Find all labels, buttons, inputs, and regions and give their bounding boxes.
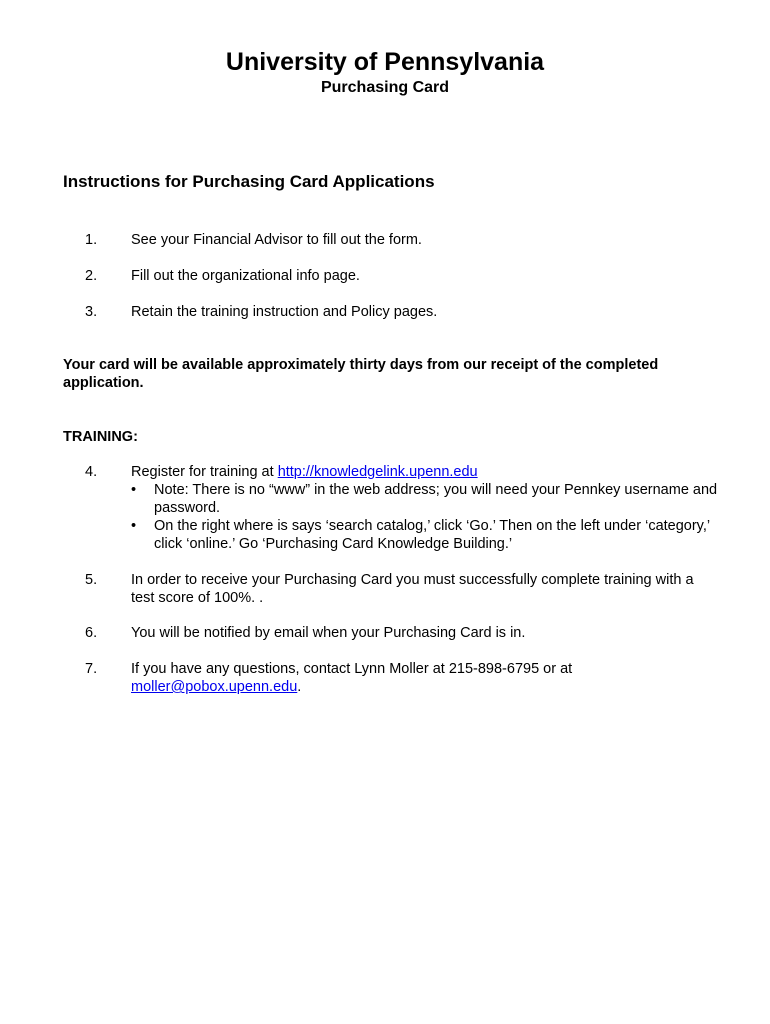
knowledgelink-link[interactable]: http://knowledgelink.upenn.edu	[277, 464, 478, 480]
bullet-icon: •	[131, 518, 137, 534]
instructions-heading: Instructions for Purchasing Card Applications	[63, 172, 435, 191]
document-title: University of Pennsylvania	[225, 48, 545, 76]
list-item-number: 2.	[85, 268, 98, 284]
list-item-text	[131, 463, 721, 553]
bullet-text: On the right where is says ‘search catalog,’ click ‘Go.’ Then on the left under ‘category,’ click ‘online.’ Go ‘Purchasing Card Knowledge Building.’	[154, 518, 710, 552]
list-item-text: Fill out the organizational info page.	[131, 268, 360, 284]
availability-notice: Your card will be available approximately thirty days from our receipt of the completed application.	[63, 357, 659, 391]
list-item-number: 3.	[85, 304, 98, 320]
training-register-text: Register for training at	[131, 464, 278, 480]
contact-text: If you have any questions, contact Lynn Moller at 215-898-6795 or at	[131, 661, 573, 677]
list-item-number: 6.	[85, 625, 98, 641]
bullet-icon: •	[131, 482, 137, 498]
list-item-number: 7.	[85, 661, 98, 677]
list-item-number: 5.	[85, 572, 98, 588]
bullet-text: Note: There is no “www” in the web address; you will need your Pennkey username and password.	[154, 482, 718, 516]
list-item-text	[131, 660, 611, 696]
list-item-text: See your Financial Advisor to fill out the form.	[131, 232, 422, 248]
training-notes	[131, 481, 721, 553]
list-item-number: 4.	[85, 464, 98, 480]
list-item-number: 1.	[85, 232, 98, 248]
list-item-text: Retain the training instruction and Policy pages.	[131, 304, 438, 320]
bullet-item	[131, 517, 721, 553]
list-item-text: In order to receive your Purchasing Card you must successfully complete training with a test score of 100%. .	[131, 572, 694, 606]
contact-text-end: .	[297, 679, 302, 695]
training-label: TRAINING:	[63, 429, 138, 445]
document-subtitle: Purchasing Card	[320, 79, 450, 96]
list-item-text: You will be notified by email when your Purchasing Card is in.	[131, 625, 526, 641]
contact-email-link[interactable]: moller@pobox.upenn.edu	[131, 679, 298, 695]
bullet-item	[131, 481, 721, 517]
